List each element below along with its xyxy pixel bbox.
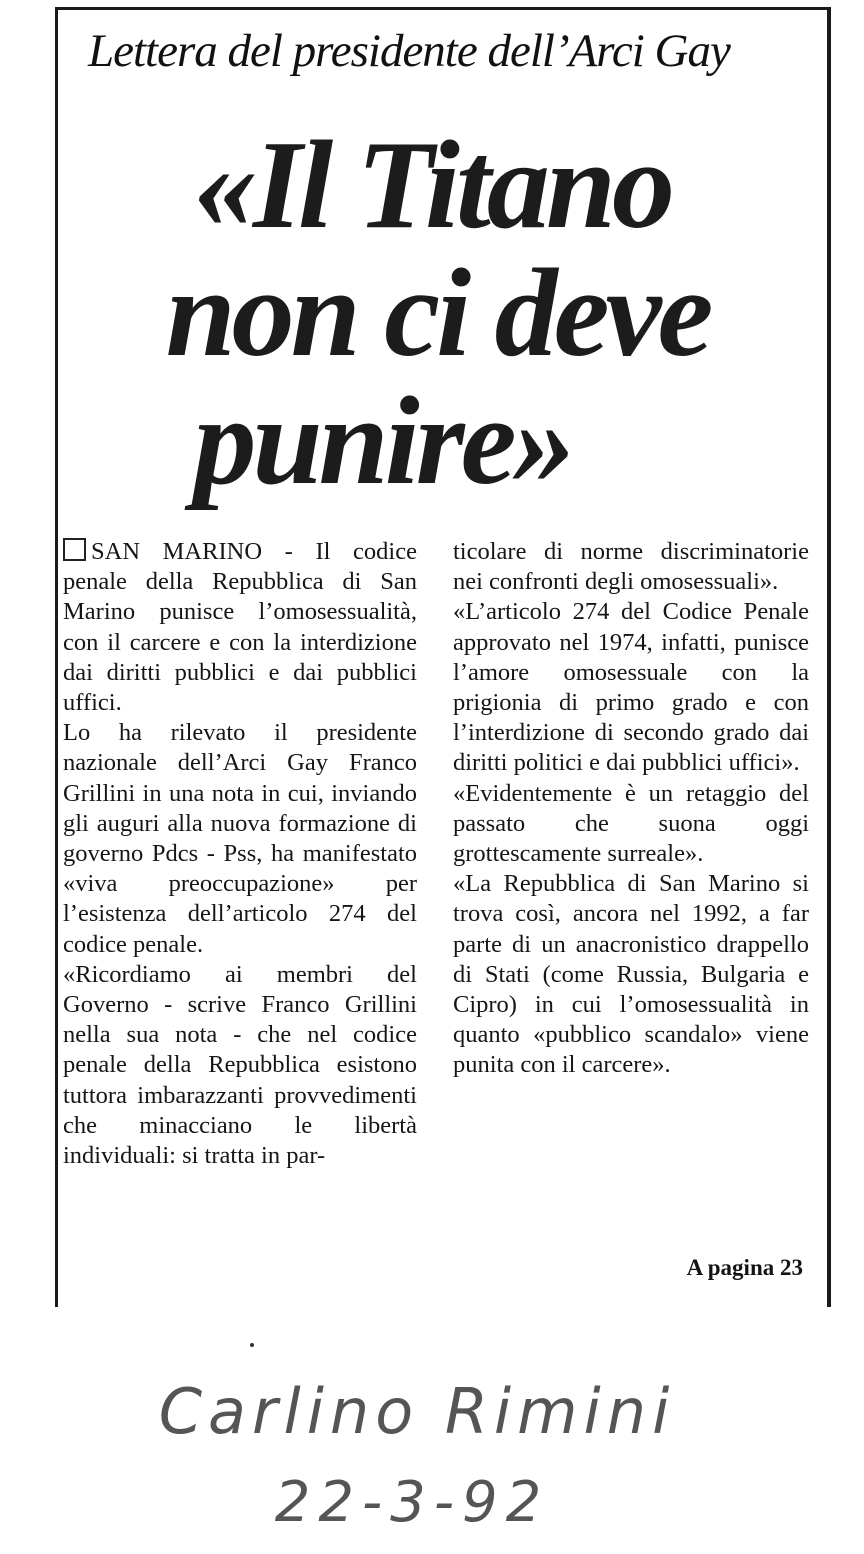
kicker: Lettera del presidente dell’Arci Gay	[88, 25, 730, 77]
headline-line-3: punire»	[193, 372, 572, 511]
paragraph: «La Repubblica di San Marino si trova così, ancora nel 1992, a far parte di un anacronistico drappello di Stati (come Russia, Bulgaria e Cipro) in cui l’omosessualità in quanto «pubblico scandalo» viene punita con il carcere».	[453, 870, 809, 1079]
handwritten-date: 22-3-92	[274, 1470, 550, 1535]
continuation-note: A pagina 23	[686, 1255, 803, 1280]
dateline: SAN MARINO	[91, 538, 263, 565]
article-column-left	[63, 537, 417, 1171]
paragraph-text: - Il codice penale della Repubblica di San Marino punisce l’omosessualità, con il carcere e con la interdizione dai diritti pubblici e dai pubblici uffici.	[63, 538, 417, 717]
paragraph: «Ricordiamo ai membri del Governo - scrive Franco Grillini nella sua nota - che nel codice penale della Repubblica esistono tuttora imbarazzanti provvedimenti che minacciano le libertà individuali: si tratta in par-	[63, 960, 417, 1170]
ink-speck	[250, 1343, 254, 1347]
article-column-right	[453, 537, 809, 1081]
handwritten-source: Carlino Rimini	[158, 1375, 676, 1448]
paragraph: Lo ha rilevato il presidente nazionale dell’Arci Gay Franco Grillini in una nota in cui, inviando gli auguri alla nuova formazione di governo Pdcs - Pss, ha manifestato «viva preoccupazione» per l’esistenza dell’articolo 274 del codice penale.	[63, 719, 417, 958]
paragraph: «L’articolo 274 del Codice Penale approvato nel 1974, infatti, punisce l’amore omosessuale con la prigionia di primo grado e con l’interdizione di secondo grado dai diritti politici e dai pubblici uffici».	[453, 598, 809, 777]
square-bullet-icon	[63, 538, 86, 561]
headline-line-2: non ci deve	[165, 244, 710, 383]
paragraph: ticolare di norme discriminatorie nei confronti degli omosessuali».	[453, 538, 809, 596]
newspaper-clipping	[55, 7, 831, 1307]
paragraph: «Evidentemente è un retaggio del passato che suona oggi grottescamente surreale».	[453, 779, 809, 868]
paragraph	[63, 537, 417, 718]
headline-line-1: «Il Titano	[194, 116, 671, 255]
headline	[58, 116, 827, 511]
